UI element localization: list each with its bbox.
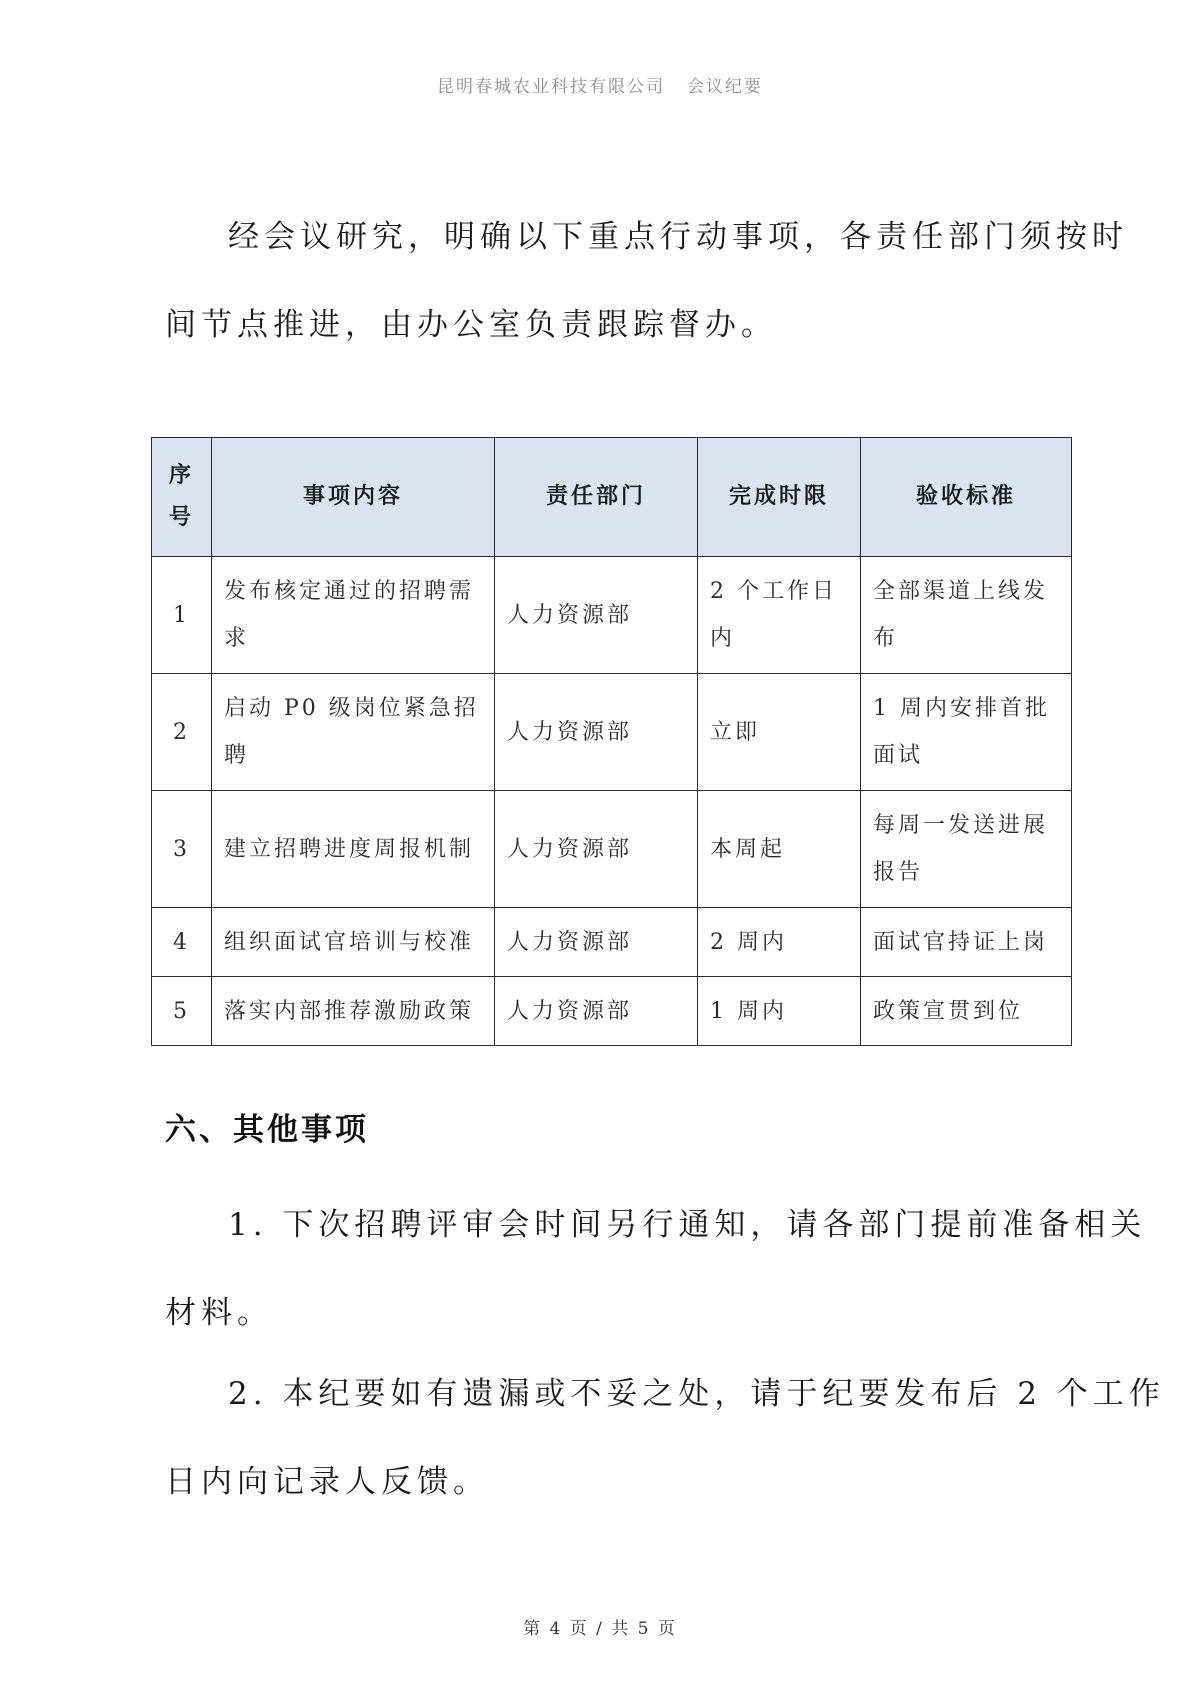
header-item: 事项内容 [212,438,495,557]
page-header [0,72,1200,97]
cell-deadline: 立即 [698,674,861,791]
table-row [152,791,1072,908]
table-row [152,977,1072,1046]
cell-criteria: 面试官持证上岗 [861,908,1072,977]
cell-dept: 人力资源部 [495,557,698,674]
cell-seq: 4 [152,908,212,977]
other-item-2-line-2: 日内向记录人反馈。 [165,1464,489,1500]
section-title: 六、其他事项 [165,1112,369,1148]
header-criteria: 验收标准 [861,438,1072,557]
cell-deadline: 2 个工作日 内 [698,557,861,674]
header-company: 昆明春城农业科技有限公司 [437,77,665,97]
other-item-1-line-1: 1. 下次招聘评审会时间另行通知，请各部门提前准备相关 [228,1207,1147,1243]
header-dept: 责任部门 [495,438,698,557]
cell-criteria: 政策宣贯到位 [861,977,1072,1046]
cell-item: 建立招聘进度周报机制 [212,791,495,908]
cell-criteria: 全部渠道上线发 布 [861,557,1072,674]
intro-line-1: 经会议研究，明确以下重点行动事项，各责任部门须按时 [228,219,1128,255]
cell-criteria: 1 周内安排首批 面试 [861,674,1072,791]
other-item-2 [165,1350,1165,1526]
cell-deadline: 本周起 [698,791,861,908]
table-row [152,908,1072,977]
table-row [152,557,1072,674]
cell-deadline: 1 周内 [698,977,861,1046]
header-deadline: 完成时限 [698,438,861,557]
cell-seq: 5 [152,977,212,1046]
cell-item: 启动 P0 级岗位紧急招聘 [212,674,495,791]
action-items-table [151,437,1072,1046]
cell-item: 落实内部推荐激励政策 [212,977,495,1046]
other-item-1-line-2: 材料。 [165,1295,273,1331]
header-doc-type: 会议纪要 [687,77,763,97]
table-header-row [152,438,1072,557]
cell-item: 组织面试官培训与校准 [212,908,495,977]
cell-dept: 人力资源部 [495,674,698,791]
table-row [152,674,1072,791]
cell-dept: 人力资源部 [495,908,698,977]
other-item-2-line-1: 2. 本纪要如有遗漏或不妥之处，请于纪要发布后 2 个工作 [228,1376,1165,1412]
cell-seq: 3 [152,791,212,908]
intro-line-2: 间节点推进，由办公室负责跟踪督办。 [165,307,777,343]
cell-item: 发布核定通过的招聘需 求 [212,557,495,674]
intro-paragraph [165,193,1128,369]
cell-dept: 人力资源部 [495,977,698,1046]
page-number: 第 4 页 / 共 5 页 [523,1619,677,1639]
other-item-1 [165,1181,1147,1357]
cell-seq: 2 [152,674,212,791]
cell-dept: 人力资源部 [495,791,698,908]
cell-seq: 1 [152,557,212,674]
cell-deadline: 2 周内 [698,908,861,977]
cell-criteria: 每周一发送进展 报告 [861,791,1072,908]
header-seq: 序 号 [152,438,212,557]
